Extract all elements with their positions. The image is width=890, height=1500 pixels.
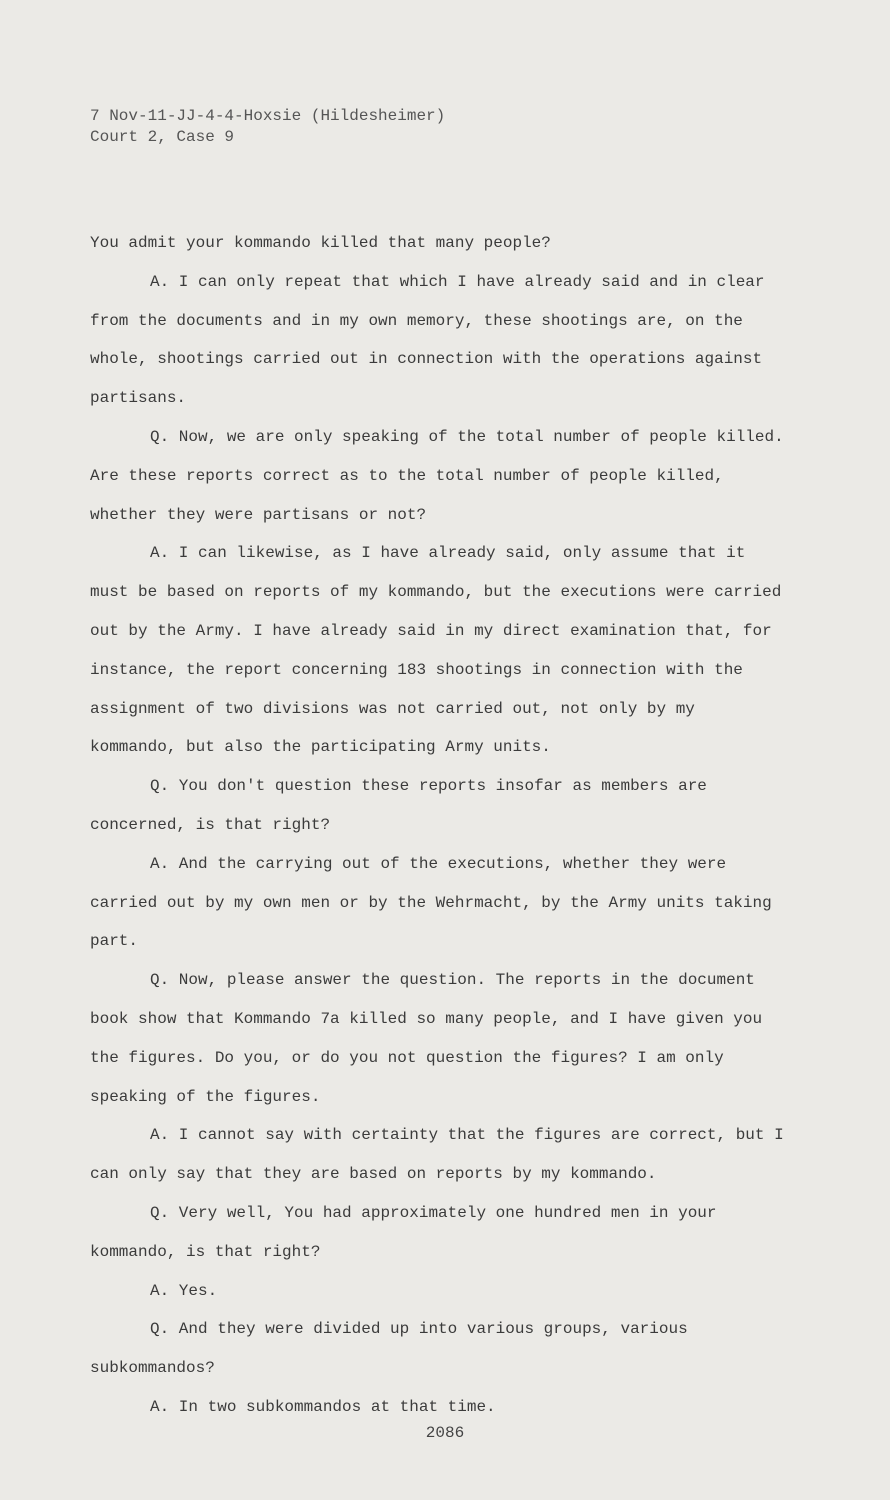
question-paragraph: Q. You don't question these reports insofar as members are concerned, is that right? <box>90 777 707 834</box>
answer-paragraph: A. I can likewise, as I have already said, only assume that it must be based on reports of my kommando, but the executions were carried out by the Army. I have already said in my direct examination that, for instance, the report concerning 183 shootings in connection with the assignment of two divisions was not carried out, not only by my kommando, but also the participating Army units. <box>90 544 782 757</box>
question-intro: You admit your kommando killed that many people? <box>90 234 551 252</box>
answer-paragraph: A. And the carrying out of the executions, whether they were carried out by my own men or by the Wehrmacht, by the Army units taking part. <box>90 854 772 951</box>
question-paragraph: Q. Very well, You had approximately one hundred men in your kommando, is that right? <box>90 1203 717 1261</box>
answer-paragraph: A. I cannot say with certainty that the figures are correct, but I can only say that they are based on reports by my kommando. <box>90 1126 784 1184</box>
header-line-2: Court 2, Case 9 <box>90 128 235 146</box>
question-paragraph: Q. And they were divided up into various groups, various subkommandos? <box>90 1320 688 1378</box>
transcript-body <box>90 224 790 1427</box>
question-paragraph: Q. Now, please answer the question. The reports in the document book show that Kommando 7a killed so many people, and I have given you the figures. Do you, or do you not question the figures? I am only speaking of the figures. <box>90 971 763 1106</box>
document-header <box>90 106 445 148</box>
answer-paragraph: A. In two subkommandos at that time. <box>150 1397 496 1416</box>
question-paragraph: Q. Now, we are only speaking of the total number of people killed. Are these reports correct as to the total number of people killed, whether they were partisans or not? <box>90 427 784 524</box>
answer-paragraph: A. I can only repeat that which I have already said and in clear from the documents and in my own memory, these shootings are, on the whole, shootings carried out in connection with the operations against partisans. <box>90 272 765 408</box>
header-line-1: 7 Nov-11-JJ-4-4-Hoxsie (Hildesheimer) <box>90 107 446 125</box>
page-number: 2086 <box>425 1424 465 1442</box>
answer-paragraph: A. Yes. <box>150 1281 218 1300</box>
